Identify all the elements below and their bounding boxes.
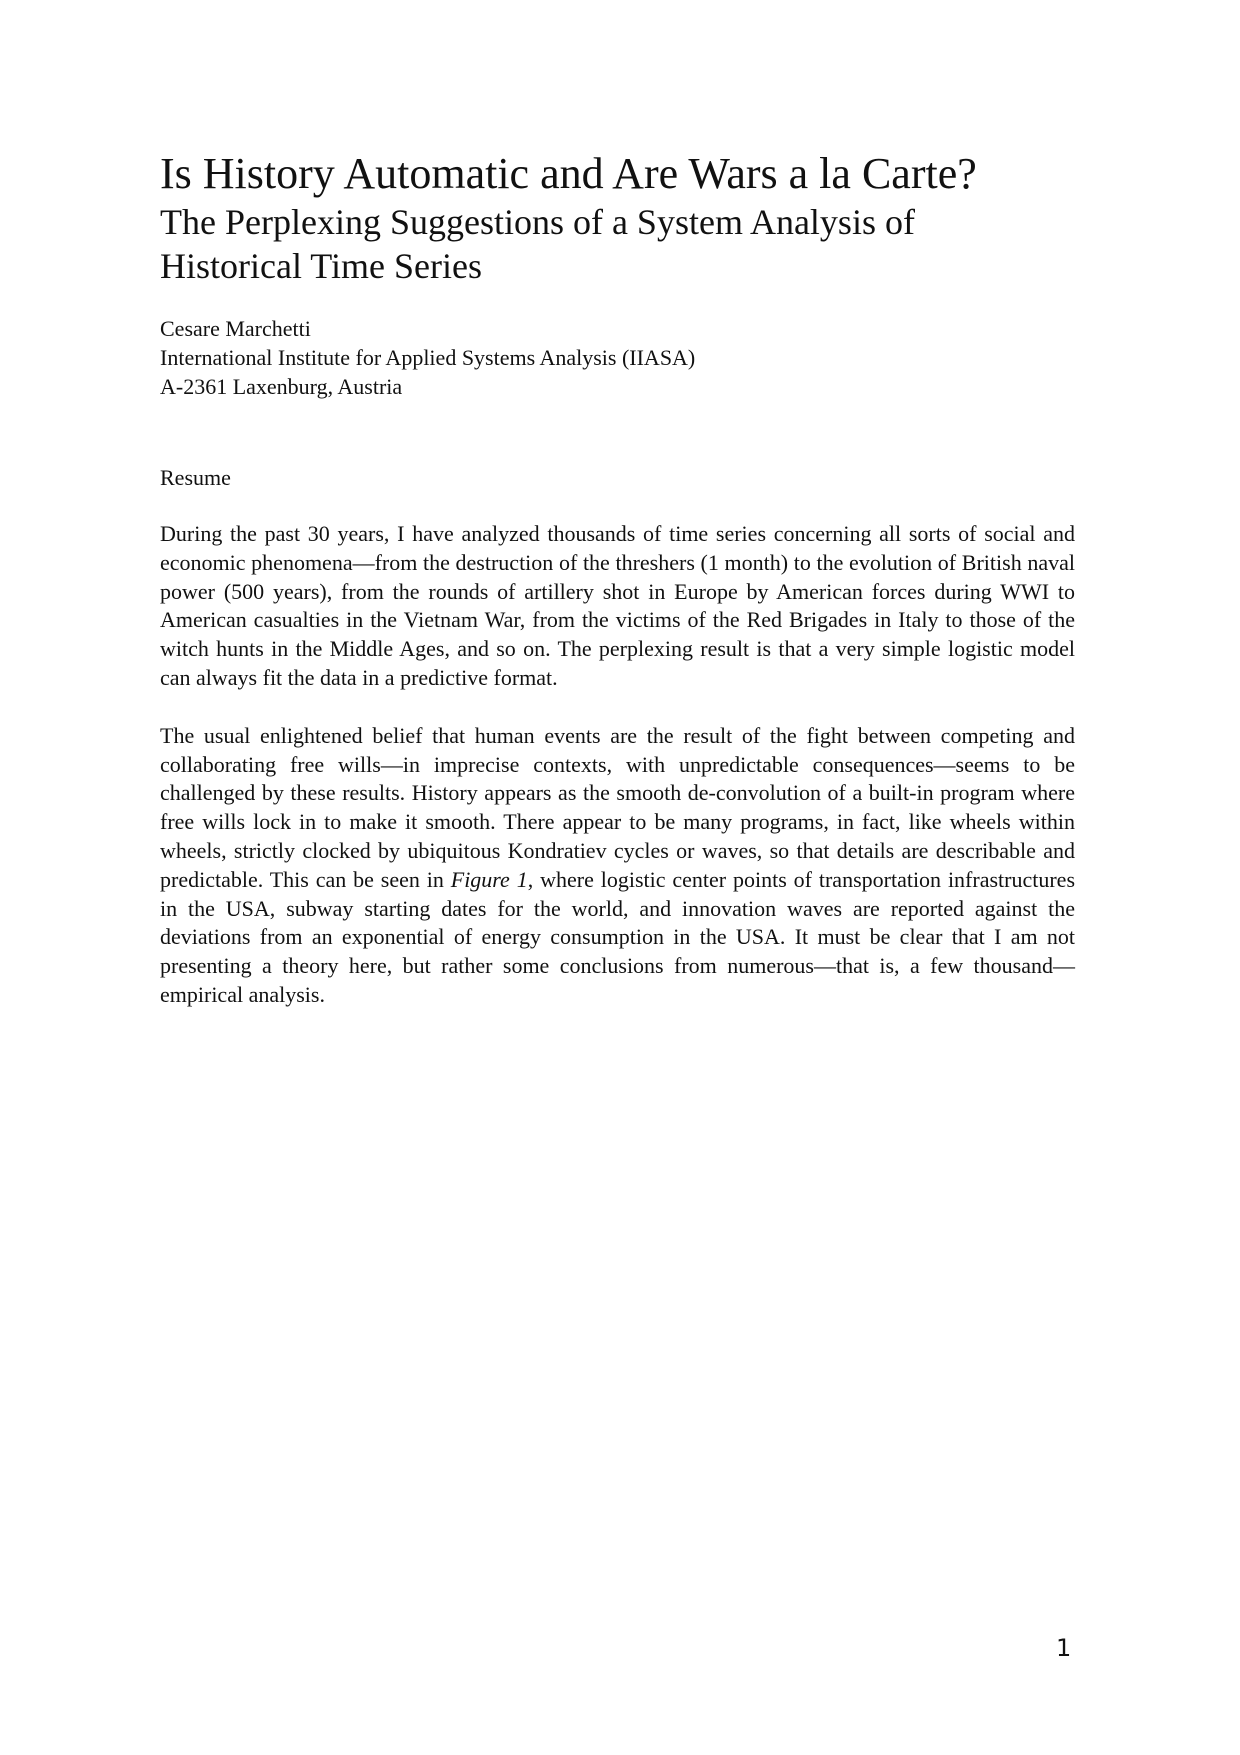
author-institution: International Institute for Applied Systems Analysis (IIASA)	[160, 345, 696, 370]
body-paragraph-1: During the past 30 years, I have analyzed thousands of time series concerning all sorts of social and economic phenomena—from the destruction of the threshers (1 month) to the evolution of British naval power (500 years), from the rounds of artillery shot in Europe by American forces during WWI to American casualties in the Vietnam War, from the victims of the Red Brigades in Italy to those of the witch hunts in the Middle Ages, and so on. The perplexing result is that a very simple logistic model can always fit the data in a predictive format.	[160, 521, 1075, 690]
body-paragraph-2	[160, 722, 1075, 1010]
page-content	[160, 148, 1075, 1010]
paper-title: Is History Automatic and Are Wars a la Carte?	[160, 149, 977, 198]
paragraph-2-text-part-2: , where logistic center points of transportation infrastructures in the USA, subway starting dates for the world, and innovation waves are reported against the deviations from an exponential of energy consumption in the USA. It must be clear that I am not presenting a theory here, but rather some conclusions from numerous—that is, a few thousand—empirical analysis.	[160, 866, 1076, 1007]
author-address: A-2361 Laxenburg, Austria	[160, 374, 403, 399]
author-block	[160, 314, 1075, 401]
paragraph-2-text-part-1: The usual enlightened belief that human events are the result of the fight between competing and collaborating free wills—in imprecise contexts, with unpredictable consequences—seems to be challenged by these results. History appears as the smooth de-convolution of a built-in program where free wills lock in to make it smooth. There appear to be many programs, in fact, like wheels within wheels, strictly clocked by ubiquitous Kondratiev cycles or waves, so that details are describable and predictable. This can be seen in	[160, 722, 1075, 892]
figure-reference: Figure 1	[450, 866, 528, 892]
page-number: 1	[1056, 1634, 1072, 1662]
author-name: Cesare Marchetti	[160, 316, 311, 341]
section-heading-resume: Resume	[160, 465, 231, 490]
paper-subtitle: The Perplexing Suggestions of a System Analysis of Historical Time Series	[160, 202, 915, 286]
